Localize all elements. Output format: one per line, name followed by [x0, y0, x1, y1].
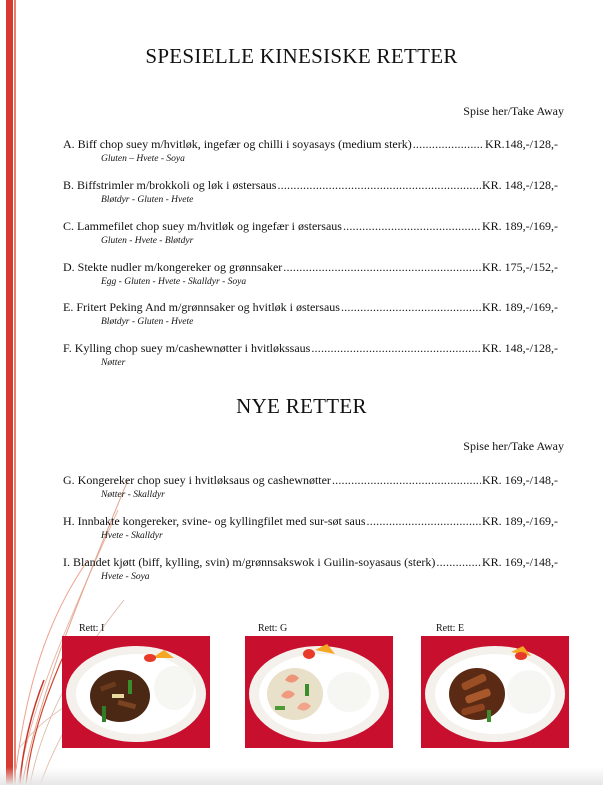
menu-item [63, 219, 558, 246]
dot-leader [343, 219, 481, 234]
dish-name: D. Stekte nudler m/kongereker og grønnsaker [63, 260, 283, 274]
dot-leader [341, 300, 481, 315]
photo-label: Rett: G [258, 623, 288, 634]
dish-price: KR. 148,-/128,- [482, 341, 558, 355]
dot-leader [436, 555, 481, 570]
menu-item [63, 178, 558, 205]
dot-leader [367, 514, 481, 529]
dish-price: KR. 169,-/148,- [482, 555, 558, 569]
menu-item [63, 341, 558, 368]
dish-name: G. Kongereker chop suey i hvitløksaus og cashewnøtter [63, 473, 331, 487]
photo-label: Rett: I [79, 623, 105, 634]
dish-price: KR. 175,-/152,- [482, 260, 558, 274]
dish-price: KR. 169,-/148,- [482, 473, 558, 487]
photo-label: Rett: E [436, 623, 465, 634]
menu-item [63, 260, 558, 287]
dish-name: F. Kylling chop suey m/cashewnøtter i hvitløkssaus [63, 341, 311, 355]
dish-name: B. Biffstrimler m/brokkoli og løk i østersaus [63, 178, 277, 192]
dot-leader [311, 341, 481, 356]
allergen-list: Gluten – Hvete - Soya [101, 154, 185, 164]
column-header-dine-in-takeaway: Spise her/Take Away [463, 104, 564, 118]
dish-photo-shrimp [245, 636, 393, 748]
dish-photo-beef [62, 636, 210, 748]
allergen-list: Bløtdyr - Gluten - Hvete [101, 317, 194, 327]
allergen-list: Nøtter - Skalldyr [101, 490, 165, 500]
dot-leader [413, 137, 484, 152]
menu-item [63, 137, 558, 164]
dish-name: C. Lammefilet chop suey m/hvitløk og ingefær i østersaus [63, 219, 342, 233]
allergen-list: Hvete - Soya [101, 572, 150, 582]
section-title-new: NYE RETTER [236, 394, 367, 418]
menu-item [63, 514, 558, 541]
allergen-list: Nøtter [101, 358, 126, 368]
menu-item [63, 300, 558, 327]
allergen-list: Gluten - Hvete - Bløtdyr [101, 236, 194, 246]
menu-item [63, 555, 558, 582]
dish-price: KR. 189,-/169,- [482, 300, 558, 314]
dish-photo-duck [421, 636, 569, 748]
dot-leader [277, 178, 481, 193]
allergen-list: Bløtdyr - Gluten - Hvete [101, 195, 194, 205]
dish-price: KR. 189,-/169,- [482, 514, 558, 528]
dot-leader [332, 473, 481, 488]
dish-price: KR.148,-/128,- [485, 137, 558, 151]
dish-name: A. Biff chop suey m/hvitløk, ingefær og chilli i soyasays (medium sterk) [63, 137, 412, 151]
dish-name: H. Innbakte kongereker, svine- og kyllingfilet med sur-søt saus [63, 514, 366, 528]
allergen-list: Egg - Gluten - Hvete - Skalldyr - Soya [101, 277, 247, 287]
menu-item [63, 473, 558, 500]
dish-name: I. Blandet kjøtt (biff, kylling, svin) m/grønnsakswok i Guilin-soyasaus (sterk) [63, 555, 436, 569]
allergen-list: Hvete - Skalldyr [101, 531, 163, 541]
dish-price: KR. 189,-/169,- [482, 219, 558, 233]
dish-price: KR. 148,-/128,- [482, 178, 558, 192]
section-title-special: SPESIELLE KINESISKE RETTER [145, 44, 458, 68]
dish-name: E. Fritert Peking And m/grønnsaker og hvitløk i østersaus [63, 300, 340, 314]
column-header-dine-in-takeaway: Spise her/Take Away [463, 439, 564, 453]
dot-leader [283, 260, 481, 275]
page-bottom-shadow [0, 767, 603, 785]
